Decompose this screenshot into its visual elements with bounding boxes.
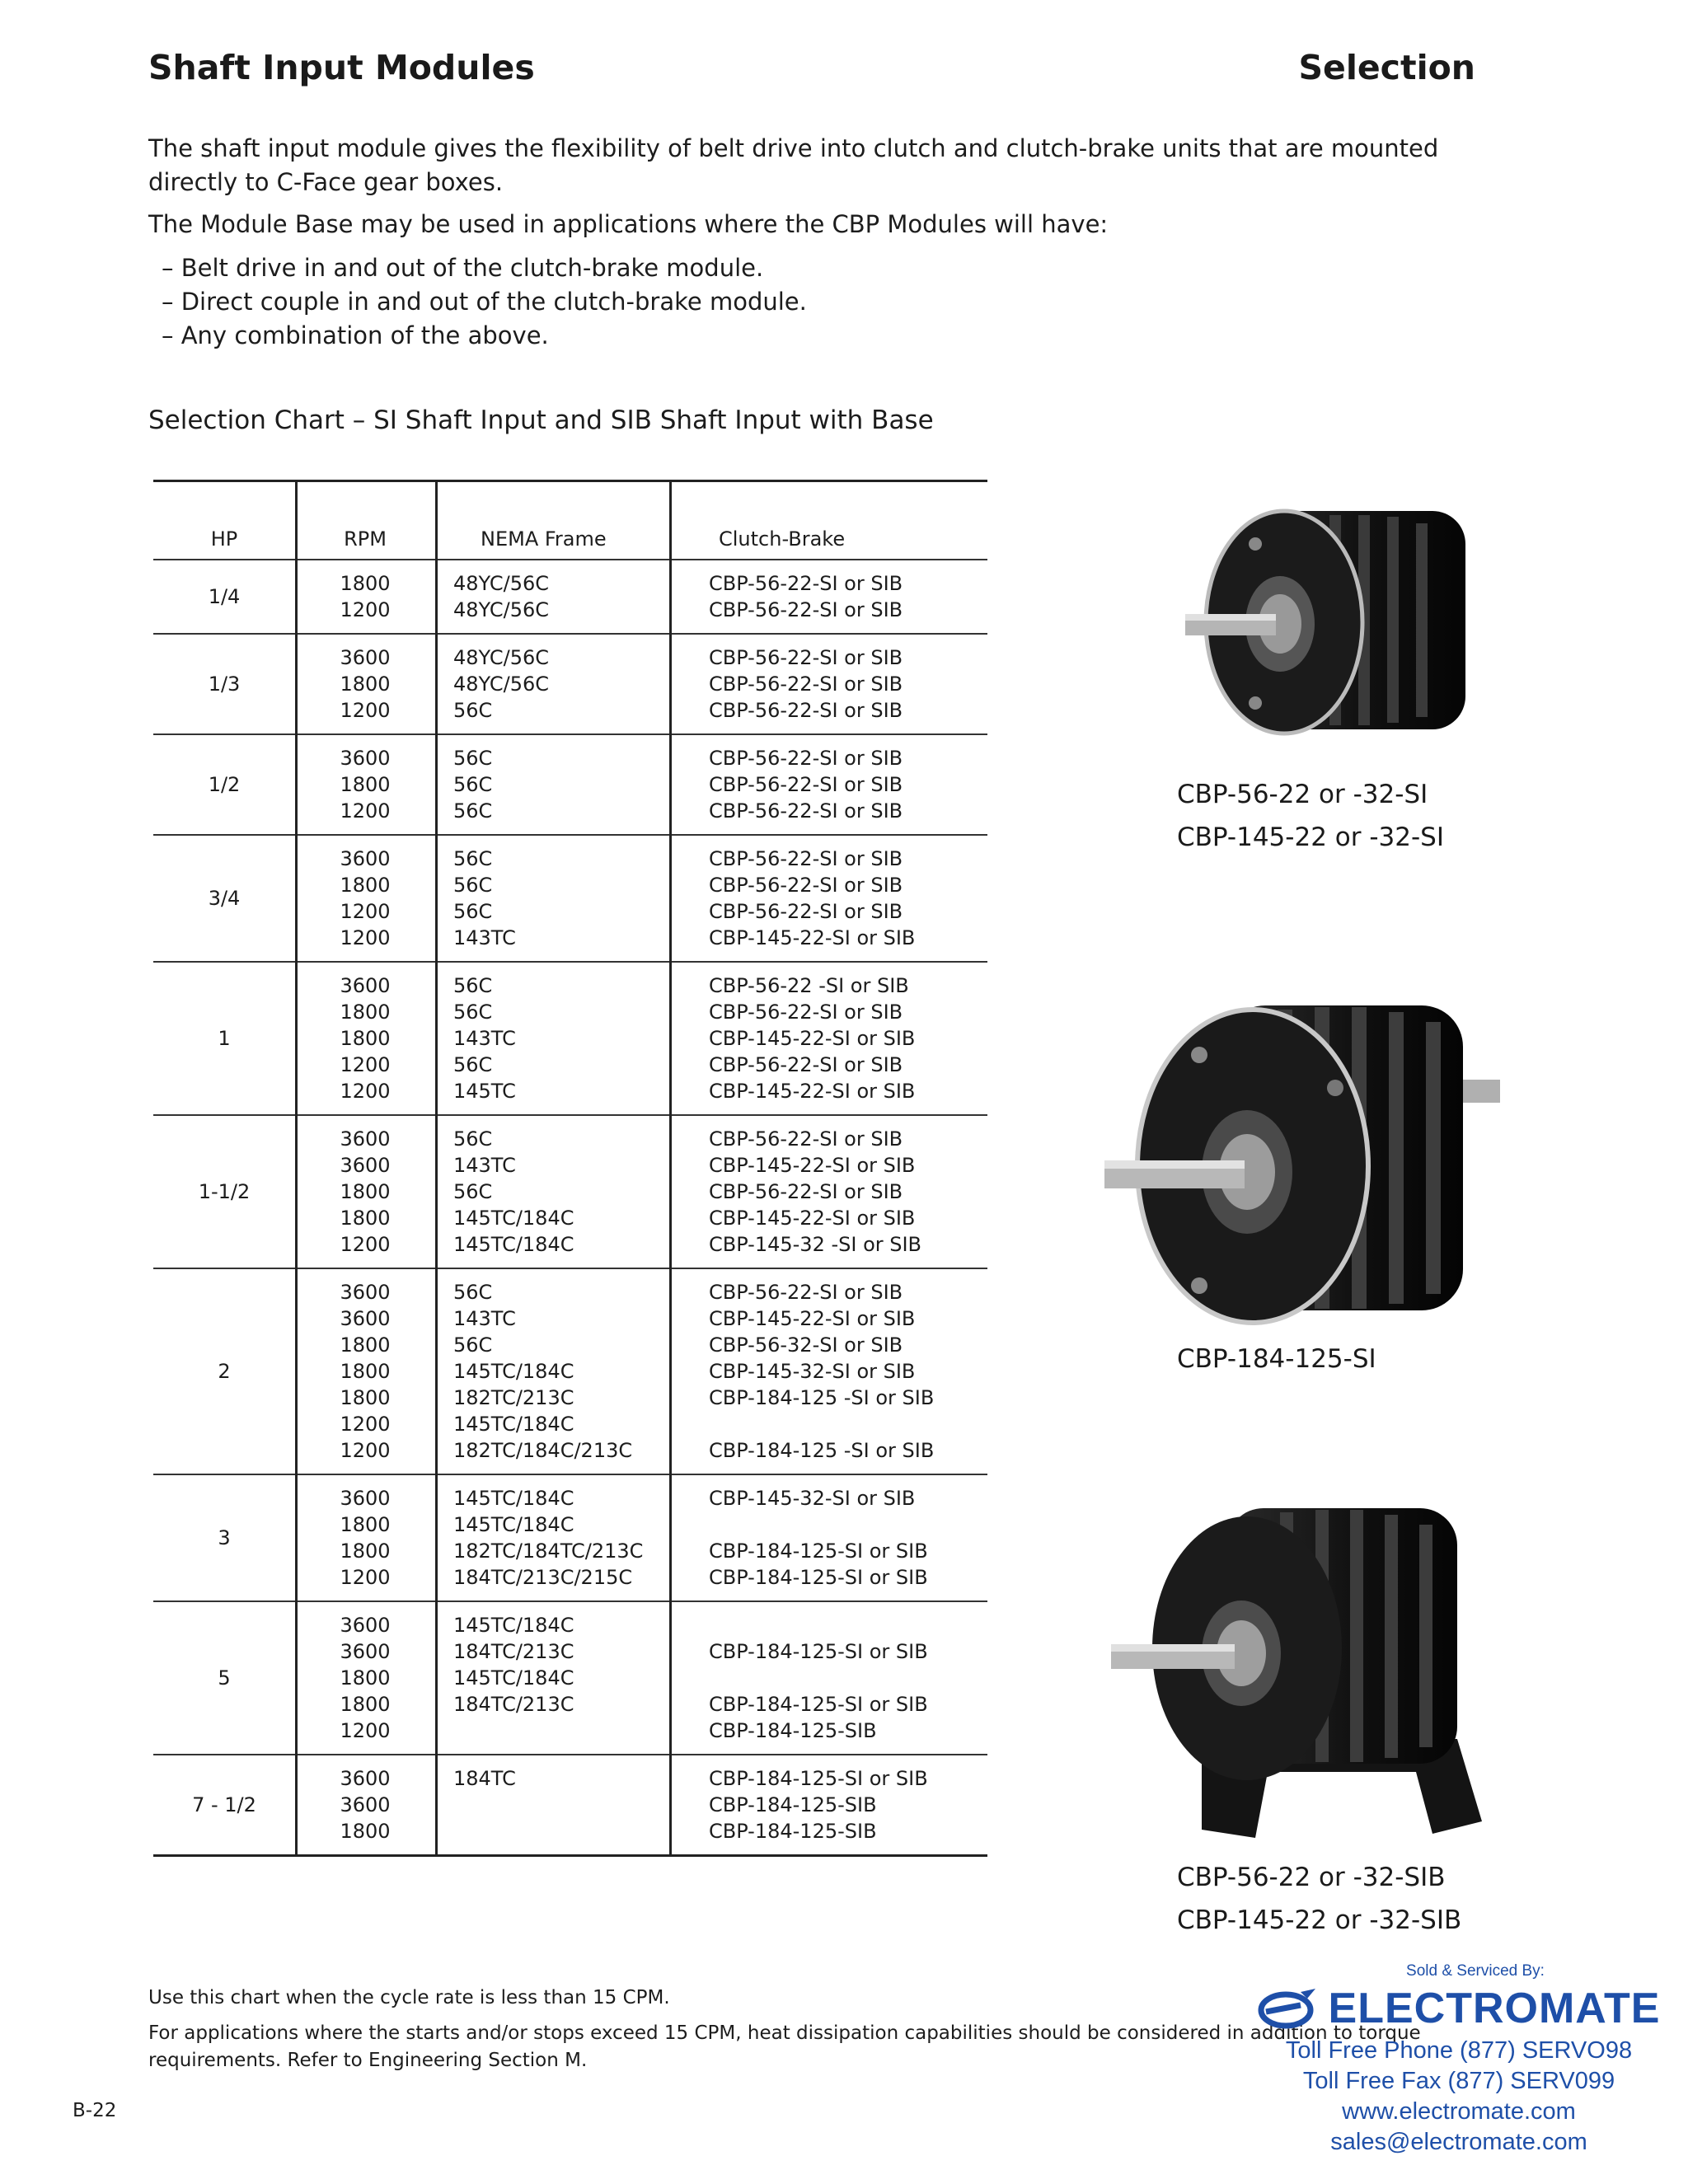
intro-text-2	[148, 208, 1484, 241]
clutch-brake-column	[669, 1126, 987, 1258]
nema-frame-cell: 56C	[453, 1053, 493, 1076]
nema-frame-column	[435, 1612, 669, 1744]
clutch-brake-cell: CBP-56-22-SI or SIB	[709, 1001, 903, 1024]
clutch-brake-cell: CBP-56-22-SI or SIB	[709, 900, 903, 923]
hp-cell: 3/4	[208, 887, 241, 910]
product-caption-si	[1177, 773, 1444, 859]
hp-cell: 1	[218, 1027, 231, 1050]
clutch-brake-column	[669, 644, 987, 724]
rpm-cell: 1200	[340, 598, 391, 621]
dealer-email-link[interactable]: sales@electromate.com	[1330, 2129, 1587, 2155]
rpm-cell: 3600	[340, 1127, 391, 1151]
intro-paragraph-2: The Module Base may be used in applications where the CBP Modules will have:	[148, 210, 1109, 238]
clutch-brake-cell: CBP-145-22-SI or SIB	[709, 926, 916, 949]
clutch-brake-cell: CBP-184-125-SIB	[709, 1820, 877, 1843]
clutch-brake-cell: CBP-56-22-SI or SIB	[709, 1180, 903, 1203]
sold-by-label: Sold & Serviced By:	[1406, 1962, 1545, 1980]
nema-frame-cell: 145TC/184C	[453, 1360, 574, 1383]
rpm-cell: 1800	[340, 1333, 391, 1357]
intro-bullets	[162, 251, 807, 353]
nema-frame-cell	[453, 1718, 669, 1744]
dealer-brand	[1245, 1981, 1673, 2036]
clutch-brake-cell	[709, 1612, 987, 1638]
nema-frame-cell: 143TC	[453, 1154, 516, 1177]
rpm-cell: 1200	[340, 1439, 391, 1462]
rpm-cell: 1800	[340, 1386, 391, 1409]
clutch-brake-cell: CBP-56-22-SI or SIB	[709, 572, 903, 595]
hp-cell: 2	[218, 1360, 231, 1383]
hp-cell: 3	[218, 1526, 231, 1549]
rpm-column	[295, 1612, 435, 1744]
nema-frame-cell: 56C	[453, 699, 493, 722]
rpm-cell: 1800	[340, 1001, 391, 1024]
rpm-cell: 3600	[340, 847, 391, 870]
clutch-brake-cell: CBP-56-22-SI or SIB	[709, 1053, 903, 1076]
rpm-column	[295, 570, 435, 623]
product-caption-sib	[1177, 1856, 1461, 1942]
nema-frame-cell: 143TC	[453, 1027, 516, 1050]
col-header-clutch-brake: Clutch-Brake	[719, 527, 846, 551]
clutch-brake-cell: CBP-56-32-SI or SIB	[709, 1333, 903, 1357]
rpm-cell: 1800	[340, 1693, 391, 1716]
rpm-cell: 1200	[340, 1413, 391, 1436]
hp-group-row	[153, 1755, 987, 1857]
rpm-cell: 1800	[340, 1207, 391, 1230]
hp-group-row	[153, 1116, 987, 1269]
rpm-cell: 3600	[340, 646, 391, 669]
hp-cell: 1/4	[208, 585, 241, 608]
dealer-website-link[interactable]: www.electromate.com	[1342, 2098, 1576, 2125]
product-caption-184	[1177, 1338, 1376, 1380]
caption-line: CBP-145-22 or -32-SI	[1177, 823, 1444, 852]
clutch-brake-cell: CBP-184-125-SI or SIB	[709, 1566, 928, 1589]
nema-frame-cell: 182TC/213C	[453, 1386, 574, 1409]
column-divider	[435, 480, 438, 1857]
clutch-brake-cell: CBP-56-22-SI or SIB	[709, 598, 903, 621]
rpm-cell: 1200	[340, 926, 391, 949]
clutch-brake-cell: CBP-56-22-SI or SIB	[709, 799, 903, 823]
rpm-cell: 3600	[340, 1154, 391, 1177]
nema-frame-column	[435, 1126, 669, 1258]
hp-group-row	[153, 560, 987, 635]
clutch-brake-column	[669, 1485, 987, 1591]
rpm-cell: 1800	[340, 1666, 391, 1690]
clutch-brake-column	[669, 745, 987, 824]
page-title: Shaft Input Modules	[148, 48, 535, 87]
hp-group-row	[153, 963, 987, 1116]
rpm-cell: 1800	[340, 1360, 391, 1383]
column-divider	[669, 480, 672, 1857]
footnote-cycle-rate: Use this chart when the cycle rate is less than 15 CPM.	[148, 1987, 670, 2008]
clutch-brake-184-image	[1100, 989, 1512, 1335]
footnotes	[148, 1985, 1434, 2083]
clutch-brake-column	[669, 1765, 987, 1844]
nema-frame-column	[435, 745, 669, 824]
caption-line: CBP-184-125-SI	[1177, 1344, 1376, 1374]
rpm-column	[295, 846, 435, 951]
rpm-cell: 1800	[340, 1027, 391, 1050]
nema-frame-cell: 184TC/213C	[453, 1640, 574, 1663]
bullet-item: – Direct couple in and out of the clutch-brake module.	[162, 288, 807, 316]
nema-frame-column	[435, 846, 669, 951]
column-divider	[295, 480, 298, 1857]
clutch-brake-cell: CBP-145-32-SI or SIB	[709, 1360, 916, 1383]
clutch-brake-cell: CBP-145-22-SI or SIB	[709, 1154, 916, 1177]
hp-group-row	[153, 1602, 987, 1755]
rpm-cell: 1200	[340, 1566, 391, 1589]
clutch-brake-cell: CBP-184-125-SI or SIB	[709, 1767, 928, 1790]
rpm-column	[295, 745, 435, 824]
clutch-brake-cell: CBP-184-125 -SI or SIB	[709, 1439, 935, 1462]
rpm-cell: 3600	[340, 1307, 391, 1330]
rpm-cell: 1800	[340, 1513, 391, 1536]
nema-frame-column	[435, 570, 669, 623]
nema-frame-cell: 56C	[453, 1281, 493, 1304]
hp-cell: 1/2	[208, 773, 241, 796]
selection-table	[153, 480, 987, 1857]
nema-frame-cell: 184TC/213C	[453, 1693, 574, 1716]
clutch-brake-cell: CBP-56-22-SI or SIB	[709, 699, 903, 722]
nema-frame-cell: 48YC/56C	[453, 646, 550, 669]
clutch-brake-cell: CBP-184-125-SI or SIB	[709, 1693, 928, 1716]
rpm-cell: 3600	[340, 1767, 391, 1790]
caption-line: CBP-56-22 or -32-SI	[1177, 780, 1428, 809]
clutch-brake-column	[669, 846, 987, 951]
bullet-item: – Belt drive in and out of the clutch-brake module.	[162, 254, 764, 282]
rpm-cell: 3600	[340, 747, 391, 770]
caption-line: CBP-56-22 or -32-SIB	[1177, 1863, 1446, 1892]
clutch-brake-cell: CBP-145-22-SI or SIB	[709, 1027, 916, 1050]
rpm-cell: 1800	[340, 1180, 391, 1203]
nema-frame-column	[435, 1279, 669, 1464]
nema-frame-cell: 145TC/184C	[453, 1413, 574, 1436]
clutch-brake-column	[669, 570, 987, 623]
nema-frame-cell: 56C	[453, 1180, 493, 1203]
rpm-cell: 3600	[340, 1614, 391, 1637]
rpm-column	[295, 972, 435, 1104]
nema-frame-cell: 56C	[453, 847, 493, 870]
rpm-cell: 1200	[340, 900, 391, 923]
dealer-fax: Toll Free Fax (877) SERV099	[1302, 2068, 1615, 2094]
clutch-brake-cell: CBP-184-125-SIB	[709, 1719, 877, 1742]
rpm-cell: 1200	[340, 1233, 391, 1256]
nema-frame-cell: 48YC/56C	[453, 673, 550, 696]
clutch-brake-cell: CBP-145-32 -SI or SIB	[709, 1233, 922, 1256]
clutch-brake-column	[669, 1279, 987, 1464]
nema-frame-cell: 56C	[453, 773, 493, 796]
nema-frame-cell: 145TC/184C	[453, 1513, 574, 1536]
col-header-hp: HP	[210, 527, 238, 551]
clutch-brake-cell: CBP-145-32-SI or SIB	[709, 1487, 916, 1510]
nema-frame-cell: 56C	[453, 799, 493, 823]
nema-frame-column	[435, 644, 669, 724]
hp-group-row	[153, 836, 987, 963]
nema-frame-column	[435, 1765, 669, 1844]
clutch-brake-cell: CBP-184-125 -SI or SIB	[709, 1386, 935, 1409]
nema-frame-cell: 145TC/184C	[453, 1207, 574, 1230]
nema-frame-cell	[453, 1818, 669, 1844]
table-body	[153, 560, 987, 1857]
clutch-brake-column	[669, 1612, 987, 1744]
nema-frame-cell: 184TC	[453, 1767, 516, 1790]
nema-frame-cell: 145TC/184C	[453, 1233, 574, 1256]
nema-frame-cell: 48YC/56C	[453, 598, 550, 621]
clutch-brake-sib-image	[1103, 1492, 1498, 1846]
hp-group-row	[153, 1475, 987, 1602]
rpm-cell: 3600	[340, 1640, 391, 1663]
clutch-brake-cell: CBP-56-22-SI or SIB	[709, 673, 903, 696]
rpm-cell: 1800	[340, 1820, 391, 1843]
page-number: B-22	[73, 2100, 117, 2121]
clutch-brake-cell: CBP-56-22-SI or SIB	[709, 1281, 903, 1304]
bullet-item: – Any combination of the above.	[162, 321, 549, 349]
rpm-cell: 1800	[340, 572, 391, 595]
intro-paragraph-1: The shaft input module gives the flexibility of belt drive into clutch and clutch-brake units that are mounted directly to C-Face gear boxes.	[148, 134, 1439, 196]
nema-frame-cell: 56C	[453, 1333, 493, 1357]
caption-line: CBP-145-22 or -32-SIB	[1177, 1905, 1462, 1935]
rpm-cell: 3600	[340, 1793, 391, 1816]
clutch-brake-cell: CBP-56-22-SI or SIB	[709, 847, 903, 870]
clutch-brake-cell	[709, 1411, 987, 1437]
clutch-brake-column	[669, 972, 987, 1104]
rpm-cell: 3600	[340, 1281, 391, 1304]
nema-frame-cell: 143TC	[453, 1307, 516, 1330]
rpm-cell: 1800	[340, 673, 391, 696]
rpm-cell: 1800	[340, 874, 391, 897]
rpm-cell: 3600	[340, 1487, 391, 1510]
clutch-brake-cell: CBP-56-22-SI or SIB	[709, 747, 903, 770]
dealer-phone: Toll Free Phone (877) SERVO98	[1285, 2037, 1633, 2064]
clutch-brake-cell: CBP-145-22-SI or SIB	[709, 1307, 916, 1330]
rpm-cell: 1200	[340, 799, 391, 823]
nema-frame-column	[435, 1485, 669, 1591]
nema-frame-cell: 145TC/184C	[453, 1487, 574, 1510]
rpm-column	[295, 1126, 435, 1258]
clutch-brake-cell: CBP-56-22-SI or SIB	[709, 1127, 903, 1151]
clutch-brake-cell	[709, 1665, 987, 1691]
clutch-brake-cell: CBP-184-125-SI or SIB	[709, 1540, 928, 1563]
nema-frame-cell: 56C	[453, 900, 493, 923]
hp-cell: 5	[218, 1666, 231, 1690]
rpm-cell: 1200	[340, 1080, 391, 1103]
nema-frame-cell: 145TC/184C	[453, 1666, 574, 1690]
table-header	[153, 480, 987, 560]
rpm-cell: 1200	[340, 1053, 391, 1076]
rpm-column	[295, 1279, 435, 1464]
rpm-column	[295, 1485, 435, 1591]
nema-frame-column	[435, 972, 669, 1104]
nema-frame-cell: 145TC/184C	[453, 1614, 574, 1637]
rpm-cell: 3600	[340, 974, 391, 997]
clutch-brake-cell: CBP-56-22-SI or SIB	[709, 646, 903, 669]
section-label: Selection	[1298, 48, 1475, 87]
nema-frame-cell: 56C	[453, 747, 493, 770]
rpm-column	[295, 644, 435, 724]
nema-frame-cell: 184TC/213C/215C	[453, 1566, 633, 1589]
nema-frame-cell	[453, 1792, 669, 1818]
nema-frame-cell: 182TC/184C/213C	[453, 1439, 633, 1462]
clutch-brake-cell	[709, 1511, 987, 1538]
hp-group-row	[153, 735, 987, 836]
nema-frame-cell: 143TC	[453, 926, 516, 949]
nema-frame-cell: 145TC	[453, 1080, 516, 1103]
dealer-stamp	[1245, 1961, 1673, 2158]
nema-frame-cell: 56C	[453, 1127, 493, 1151]
hp-group-row	[153, 635, 987, 735]
clutch-brake-cell: CBP-56-22-SI or SIB	[709, 874, 903, 897]
clutch-brake-cell: CBP-184-125-SI or SIB	[709, 1640, 928, 1663]
chart-title: Selection Chart – SI Shaft Input and SIB Shaft Input with Base	[148, 405, 934, 435]
clutch-brake-si-image	[1177, 482, 1490, 754]
clutch-brake-cell: CBP-145-22-SI or SIB	[709, 1207, 916, 1230]
rpm-cell: 1200	[340, 1719, 391, 1742]
rpm-cell: 1800	[340, 1540, 391, 1563]
nema-frame-cell: 48YC/56C	[453, 572, 550, 595]
footnote-heat-dissipation: For applications where the starts and/or stops exceed 15 CPM, heat dissipation capabilities should be considered in addition to torque requirements. Refer to Engineering Section M.	[148, 2022, 1421, 2071]
intro-text	[148, 132, 1484, 199]
col-header-nema: NEMA Frame	[481, 527, 607, 551]
clutch-brake-cell: CBP-56-22 -SI or SIB	[709, 974, 909, 997]
nema-frame-cell: 56C	[453, 1001, 493, 1024]
hp-group-row	[153, 1269, 987, 1475]
nema-frame-cell: 56C	[453, 974, 493, 997]
nema-frame-cell: 182TC/184TC/213C	[453, 1540, 644, 1563]
brand-name: ELECTROMATE	[1328, 1985, 1661, 2032]
hp-cell: 1-1/2	[198, 1180, 251, 1203]
col-header-rpm: RPM	[344, 527, 387, 551]
hp-cell: 7 - 1/2	[192, 1793, 256, 1816]
rpm-cell: 1200	[340, 699, 391, 722]
hp-cell: 1/3	[208, 673, 241, 696]
nema-frame-cell: 56C	[453, 874, 493, 897]
rpm-cell: 1800	[340, 773, 391, 796]
clutch-brake-cell: CBP-56-22-SI or SIB	[709, 773, 903, 796]
clutch-brake-cell: CBP-145-22-SI or SIB	[709, 1080, 916, 1103]
clutch-brake-cell: CBP-184-125-SIB	[709, 1793, 877, 1816]
rpm-column	[295, 1765, 435, 1844]
electromate-logo-icon	[1258, 1987, 1319, 2030]
